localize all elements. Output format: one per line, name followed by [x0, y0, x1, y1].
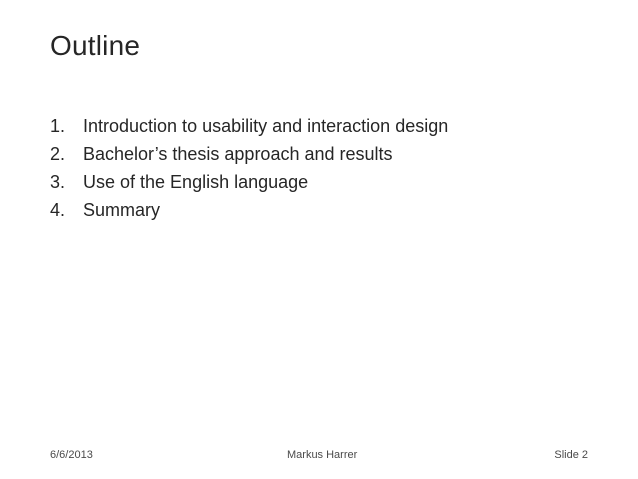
list-item-number: 1. — [50, 116, 66, 136]
list-item-label: Introduction to usability and interaction design — [83, 116, 449, 136]
list-item — [50, 196, 448, 224]
list-item-label: Use of the English language — [83, 172, 309, 192]
slide-title: Outline — [50, 30, 141, 61]
list-item-number: 3. — [50, 172, 66, 192]
list-item-number: 4. — [50, 200, 66, 220]
list-item — [50, 168, 448, 196]
footer-date: 6/6/2013 — [50, 449, 93, 461]
list-item-number: 2. — [50, 144, 66, 164]
list-item-label: Bachelor’s thesis approach and results — [83, 144, 393, 164]
footer-author: Markus Harrer — [287, 449, 358, 461]
list-item — [50, 112, 448, 140]
footer-slide-number: Slide 2 — [554, 449, 588, 461]
outline-list — [50, 112, 448, 224]
list-item — [50, 140, 448, 168]
list-item-label: Summary — [83, 200, 161, 220]
